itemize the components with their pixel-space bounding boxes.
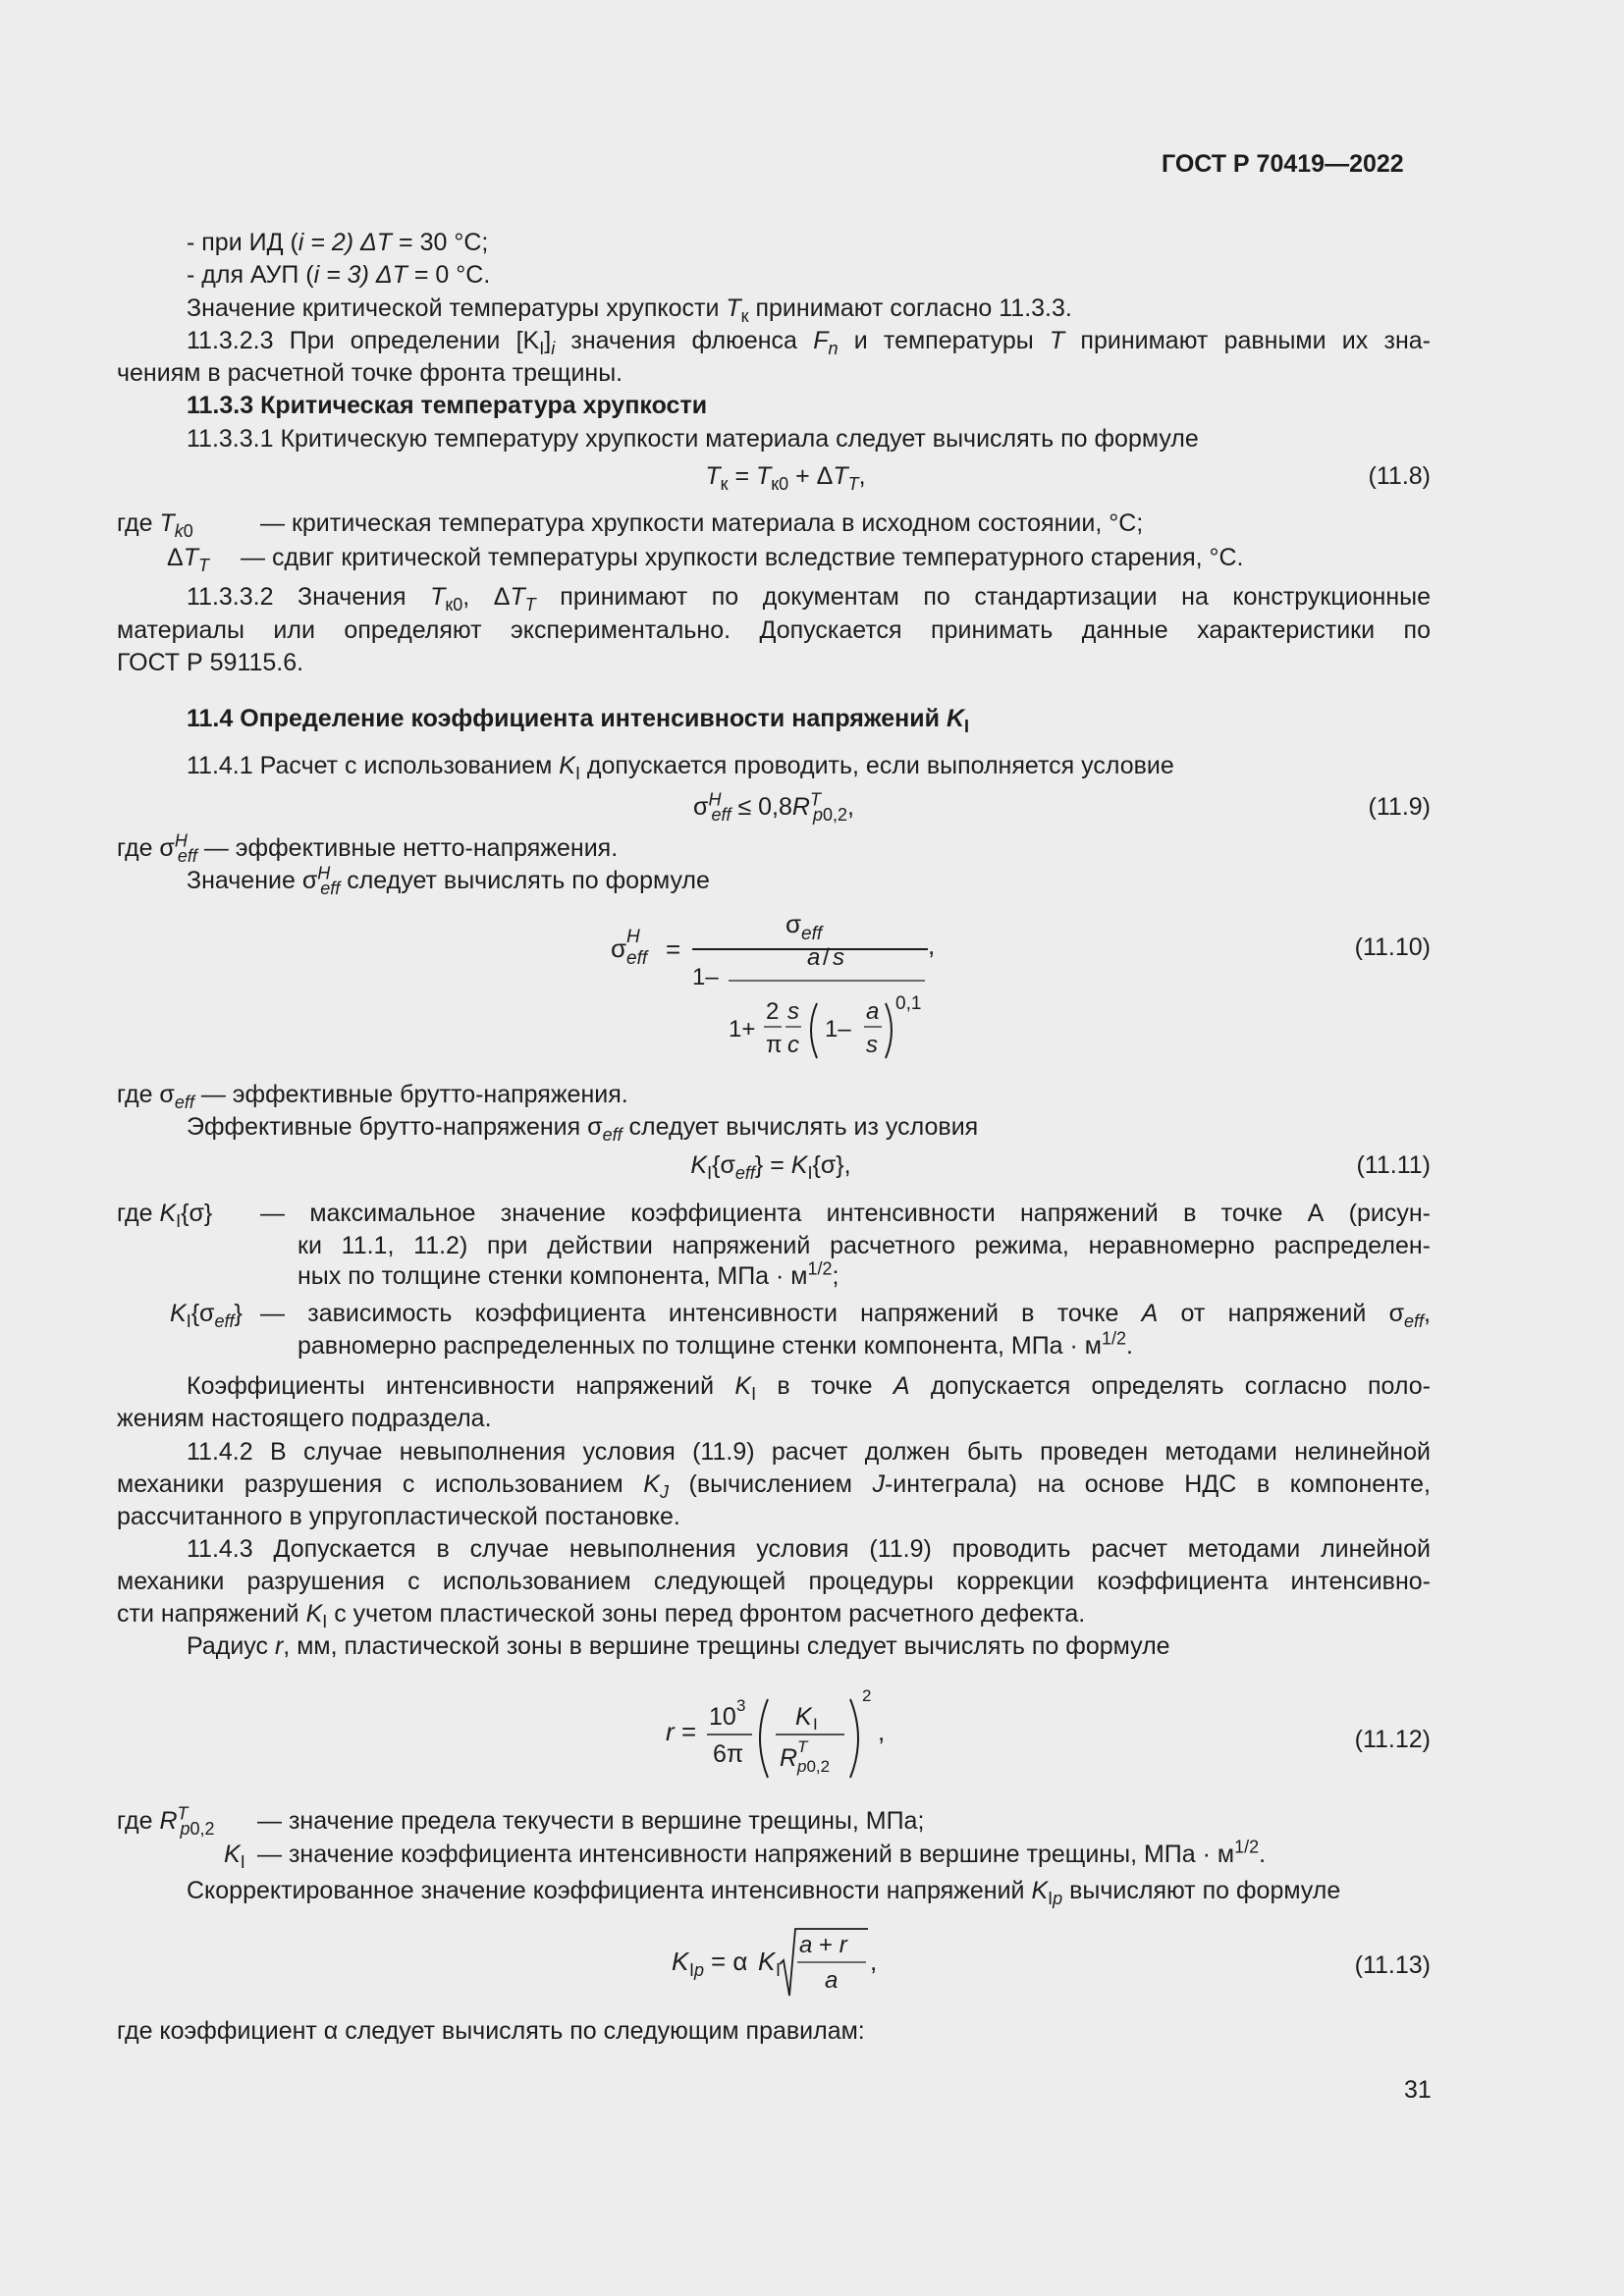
list-item-id: - при ИД (i = 2) ΔT = 30 °С; — [187, 229, 489, 256]
radius-intro: Радиус r, мм, пластической зоны в вершине трещины следует вычислять по формуле — [187, 1632, 1170, 1660]
definition-ki-sigma-symbol: где $K_I\{\sigma\}$ — [117, 1200, 213, 1231]
formula-11-9: $\sigma^H_{eff} \le 0,8R^T_{p0,2}$, — [693, 789, 854, 825]
equation-number-11-8: (11.8) — [1368, 462, 1431, 490]
paragraph-11-4-2-line3: рассчитанного в упругопластической постановке. — [117, 1503, 680, 1530]
definition-ki-seff-symbol: $K_I\{\sigma_{eff}\}$ — [170, 1300, 243, 1331]
svg-text:K: K — [672, 1947, 689, 1976]
svg-text:a + r: a + r — [799, 1932, 847, 1958]
svg-text:a: a — [866, 998, 880, 1025]
definition-ki-seff-line1: — зависимость коэффициента интенсивности напряжений в точке A от напряжений $\sigma_{eff}$, — [260, 1300, 1431, 1331]
svg-text:2: 2 — [766, 998, 780, 1025]
svg-text:,: , — [928, 931, 936, 960]
svg-text:10: 10 — [709, 1703, 736, 1731]
definition-ki: — значение коэффициента интенсивности напряжений в вершине трещины, МПа · $м^{1/2}$. — [257, 1837, 1267, 1868]
page-number: 31 — [1404, 2076, 1432, 2104]
paragraph-11-3-2-3-line2: чениям в расчетной точке фронта трещины. — [117, 359, 623, 387]
svg-text:eff: eff — [626, 948, 648, 969]
section-heading-11-4: 11.4 Определение коэффициента интенсивности напряжений $K_I$ — [187, 705, 970, 736]
svg-text:H: H — [626, 927, 640, 947]
where-ki-symbol: $K_I$ — [224, 1841, 245, 1872]
svg-text:3: 3 — [736, 1696, 746, 1715]
definition-ki-seff-line2: равномерно распределенных по толщине стенки компонента, МПа · $м^{1/2}$. — [298, 1328, 1133, 1360]
svg-text:=: = — [666, 934, 681, 964]
definition-dtt: — сдвиг критической температуры хрупкости вследствие температурного старения, °С. — [241, 544, 1244, 571]
equation-number-11-11: (11.11) — [1356, 1151, 1431, 1179]
svg-text:a: a — [825, 1967, 839, 1994]
svg-text:/: / — [823, 944, 830, 971]
svg-text:R: R — [780, 1744, 798, 1772]
seff-value-intro: Значение $\sigma^H_{eff}$ следует вычислять по формуле — [187, 863, 710, 898]
section-heading-11-3-3: 11.3.3 Критическая температура хрупкости — [187, 392, 708, 419]
where-label: где $T_{k0}$ — [117, 509, 193, 541]
paragraph-11-4-3-line2: механики разрушения с использованием следующей процедуры коррекции коэффициента интенсивно- — [117, 1568, 1431, 1595]
svg-text:1–: 1– — [825, 1016, 851, 1042]
svg-text:s: s — [866, 1032, 878, 1058]
paragraph-11-3-3-2: 11.3.3.2 Значения $T_{к0}$, $\Delta T_T$ принимают по документам по стандартизации на конструкционные — [187, 583, 1432, 614]
svg-text:,: , — [870, 1947, 878, 1976]
paragraph-11-4-3-line3: сти напряжений $K_I$ с учетом пластической зоны перед фронтом расчетного дефекта. — [117, 1600, 1086, 1631]
definition-tk0: — критическая температура хрупкости материала в исходном состоянии, °С; — [260, 509, 1144, 537]
where-seff-net: где $\sigma^H_{eff}$ — эффективные нетто-напряжения. — [117, 830, 619, 866]
svg-text:2: 2 — [862, 1686, 872, 1705]
equation-number-11-13: (11.13) — [1354, 1951, 1431, 1979]
alpha-rules-intro: где коэффициент α следует вычислять по следующим правилам: — [117, 2017, 865, 2045]
svg-text:p0,2: p0,2 — [797, 1757, 831, 1776]
eff-brutto-intro: Эффективные брутто-напряжения $\sigma_{eff}$ следует вычислять из условия — [187, 1113, 979, 1145]
definition-dtt-symbol: $\Delta T_T$ — [167, 544, 209, 575]
svg-text:1+: 1+ — [729, 1016, 756, 1042]
paragraph-11-3-2-3: 11.3.2.3 При определении $[K_I]_i$ значения флюенса $F_n$ и температуры T принимают равными их зна- — [187, 327, 1431, 358]
paragraph-11-4-3-line1: 11.4.3 Допускается в случае невыполнения условия (11.9) проводить расчет методами линейной — [187, 1535, 1431, 1563]
svg-text:T: T — [797, 1737, 808, 1756]
list-item-aup: - для АУП (i = 3) ΔT = 0 °С. — [187, 261, 491, 289]
svg-text:s: s — [787, 998, 799, 1025]
svg-text:s: s — [833, 944, 844, 971]
definition-rp02: — значение предела текучести в вершине трещины, МПа; — [257, 1807, 925, 1835]
svg-text:6π: 6π — [713, 1740, 744, 1768]
svg-text:σ: σ — [611, 934, 627, 963]
formula-11-10 — [589, 903, 1001, 1070]
paragraph-11-4-2-line2: механики разрушения с использованием $K_J$ (вычислением J-интеграла) на основе НДС в компоненте, — [117, 1470, 1432, 1502]
equation-number-11-12: (11.12) — [1354, 1726, 1431, 1753]
svg-text:I: I — [776, 1960, 782, 1980]
definition-ki-sigma-line1: — максимальное значение коэффициента интенсивности напряжений в точке А (рисун- — [260, 1200, 1431, 1227]
svg-text:I: I — [813, 1715, 818, 1734]
formula-11-13 — [668, 1919, 903, 2007]
svg-text:= α: = α — [711, 1947, 748, 1976]
formula-11-12 — [658, 1674, 913, 1787]
paragraph-11-3-3-1: 11.3.3.1 Критическую температуру хрупкости материала следует вычислять по формуле — [187, 425, 1199, 453]
svg-text:,: , — [878, 1717, 886, 1746]
svg-text:eff: eff — [801, 924, 823, 944]
paragraph-11-4-1: 11.4.1 Расчет с использованием $K_I$ допускается проводить, если выполняется условие — [187, 752, 1174, 783]
svg-text:π: π — [766, 1032, 783, 1058]
svg-text:K: K — [758, 1947, 776, 1976]
document-header: ГОСТ Р 70419—2022 — [1162, 150, 1404, 178]
svg-text:a: a — [807, 944, 821, 971]
svg-text:=: = — [681, 1717, 697, 1746]
svg-text:0,1: 0,1 — [895, 993, 922, 1014]
definition-ki-sigma-line2: ки 11.1, 11.2) при действии напряжений расчетного режима, неравномерно распределен- — [298, 1232, 1431, 1259]
svg-text:1–: 1– — [692, 964, 719, 990]
paragraph-11-4-2-line1: 11.4.2 В случае невыполнения условия (11.9) расчет должен быть проведен методами нелинейной — [187, 1438, 1431, 1466]
definition-ki-sigma-line3: ных по толщине стенки компонента, МПа · $м^{1/2}$; — [298, 1258, 839, 1290]
crit-temp-value: Значение критической температуры хрупкости $T_к$ принимают согласно 11.3.3. — [187, 294, 1072, 326]
svg-text:Ip: Ip — [689, 1960, 705, 1980]
corrected-intro: Скорректированное значение коэффициента интенсивности напряжений $K_{Ip}$ вычисляют по формуле — [187, 1877, 1341, 1908]
where-rp02-symbol: где $R^T_{p0,2}$ — [117, 1803, 215, 1839]
paragraph-11-3-3-2-line2: материалы или определяют экспериментально. Допускается принимать данные характеристики по — [117, 616, 1431, 644]
equation-number-11-9: (11.9) — [1368, 793, 1431, 821]
svg-text:c: c — [787, 1032, 799, 1058]
svg-text:K: K — [795, 1703, 812, 1731]
coefficients-paragraph-line1: Коэффициенты интенсивности напряжений $K_I$ в точке A допускается определять согласно поло- — [187, 1372, 1432, 1404]
coefficients-paragraph-line2: жениям настоящего подраздела. — [117, 1405, 492, 1432]
svg-text:r: r — [666, 1717, 675, 1746]
where-seff-brutto: где $\sigma_{eff}$ — эффективные брутто-напряжения. — [117, 1081, 628, 1112]
formula-11-8: $T_к = T_{к0} + \Delta T_T$, — [705, 462, 866, 494]
paragraph-11-3-3-2-line3: ГОСТ Р 59115.6. — [117, 649, 304, 676]
equation-number-11-10: (11.10) — [1354, 934, 1431, 961]
svg-text:σ: σ — [785, 909, 802, 938]
formula-11-11: $K_I\{\sigma_{eff}\} = K_I\{\sigma\}$, — [690, 1151, 851, 1183]
